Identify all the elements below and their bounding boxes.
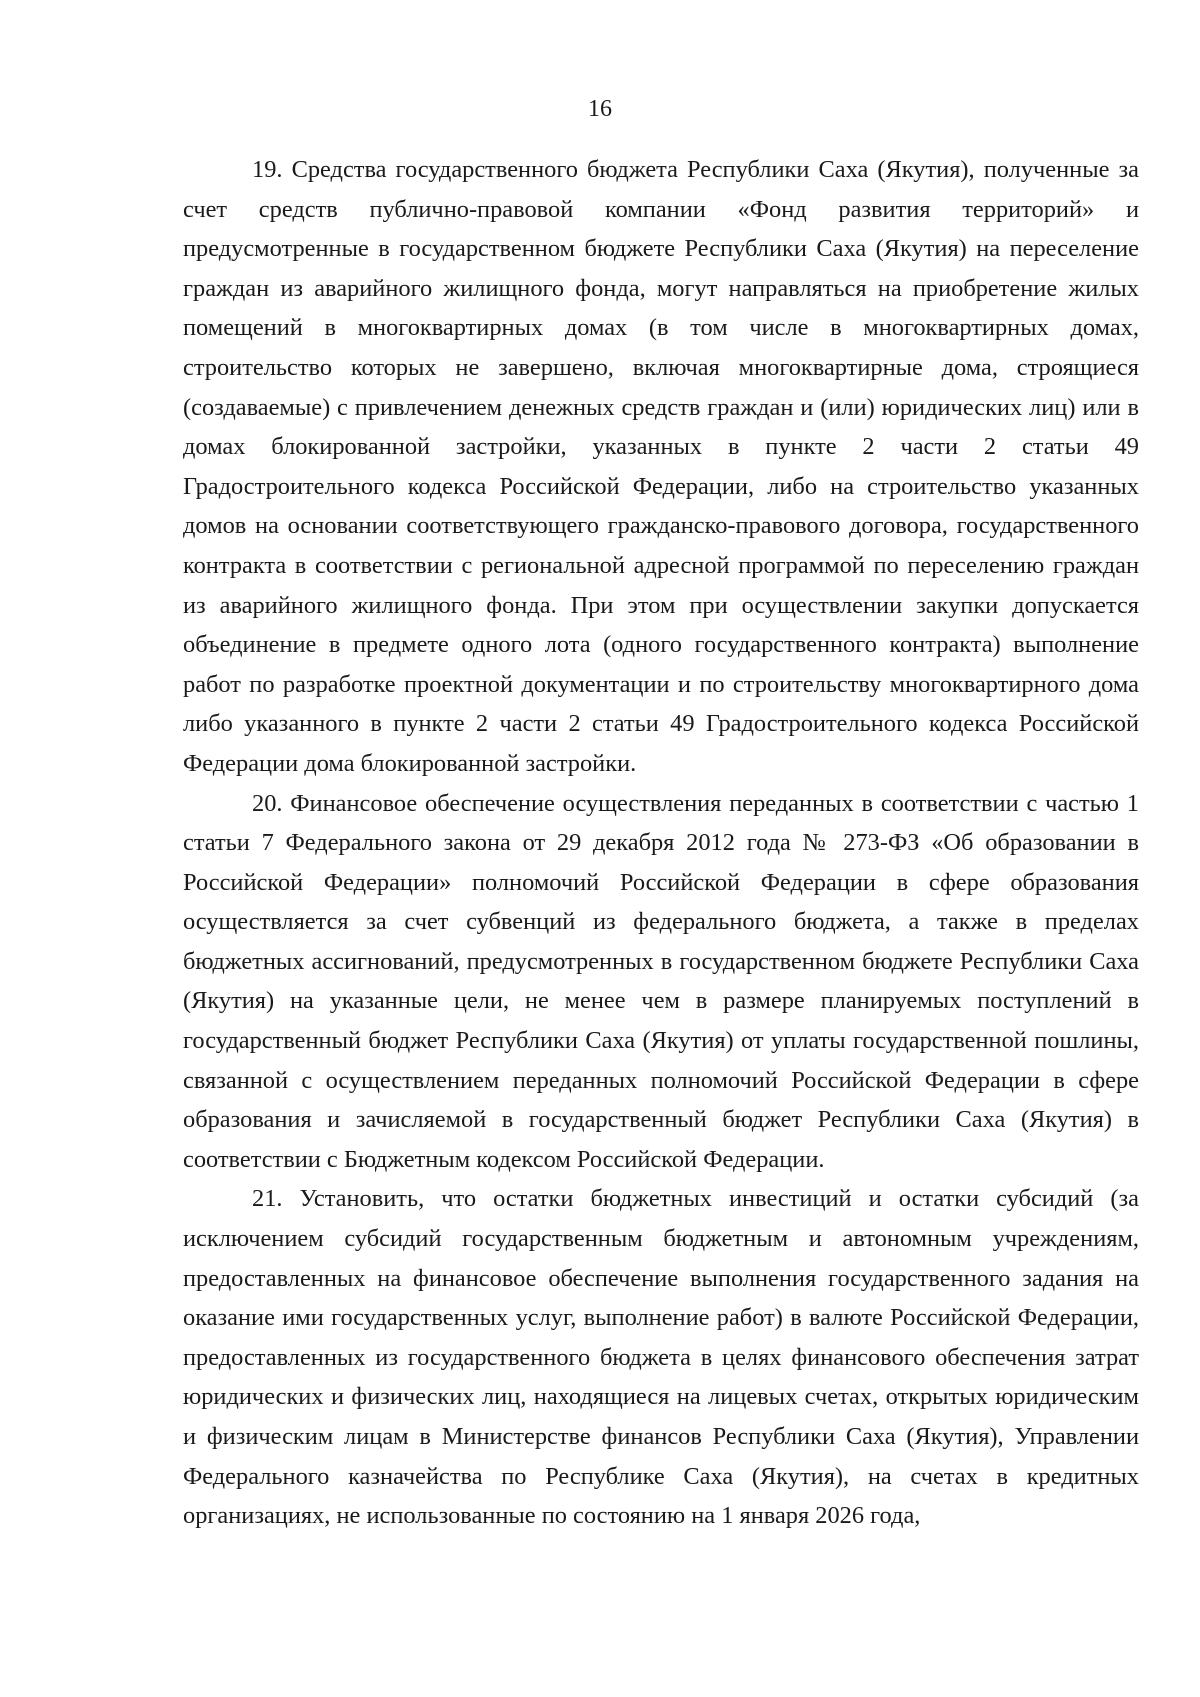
document-body: [183, 150, 1139, 1536]
page-number: 16: [588, 96, 612, 122]
paragraph-20: 20. Финансовое обеспечение осуществления переданных в соответствии с частью 1 статьи 7 Федерального закона от 29 декабря 2012 года № 273-ФЗ «Об образовании в Российской Федерации» полномочий Российской Федерации в сфере образования осуществляется за счет субвенций из федерального бюджета, а также в пределах бюджетных ассигнований, предусмотренных в государственном бюджете Республики Саха (Якутия) на указанные цели, не менее чем в размере планируемых поступлений в государственный бюджет Республики Саха (Якутия) от уплаты государственной пошлины, связанной с осуществлением переданных полномочий Российской Федерации в сфере образования и зачисляемой в государственный бюджет Республики Саха (Якутия) в соответствии с Бюджетным кодексом Российской Федерации.: [183, 789, 1139, 1173]
paragraph-21: 21. Установить, что остатки бюджетных инвестиций и остатки субсидий (за исключением субсидий государственным бюджетным и автономным учреждениям, предоставленных на финансовое обеспечение выполнения государственного задания на оказание ими государственных услуг, выполнение работ) в валюте Российской Федерации, предоставленных из государственного бюджета в целях финансового обеспечения затрат юридических и физических лиц, находящиеся на лицевых счетах, открытых юридическим и физическим лицам в Министерстве финансов Республики Саха (Якутия), Управлении Федерального казначейства по Республике Саха (Якутия), на счетах в кредитных организациях, не использованные по состоянию на 1 января 2026 года,: [183, 1185, 1139, 1530]
paragraph-19: 19. Средства государственного бюджета Республики Саха (Якутия), полученные за счет средств публично-правовой компании «Фонд развития территорий» и предусмотренные в государственном бюджете Республики Саха (Якутия) на переселение граждан из аварийного жилищного фонда, могут направляться на приобретение жилых помещений в многоквартирных домах (в том числе в многоквартирных домах, строительство которых не завершено, включая многоквартирные дома, строящиеся (создаваемые) с привлечением денежных средств граждан и (или) юридических лиц) или в домах блокированной застройки, указанных в пункте 2 части 2 статьи 49 Градостроительного кодекса Российской Федерации, либо на строительство указанных домов на основании соответствующего гражданско-правового договора, государственного контракта в соответствии с региональной адресной программой по переселению граждан из аварийного жилищного фонда. При этом при осуществлении закупки допускается объединение в предмете одного лота (одного государственного контракта) выполнение работ по разработке проектной документации и по строительству многоквартирного дома либо указанного в пункте 2 части 2 статьи 49 Градостроительного кодекса Российской Федерации дома блокированной застройки.: [183, 156, 1139, 777]
